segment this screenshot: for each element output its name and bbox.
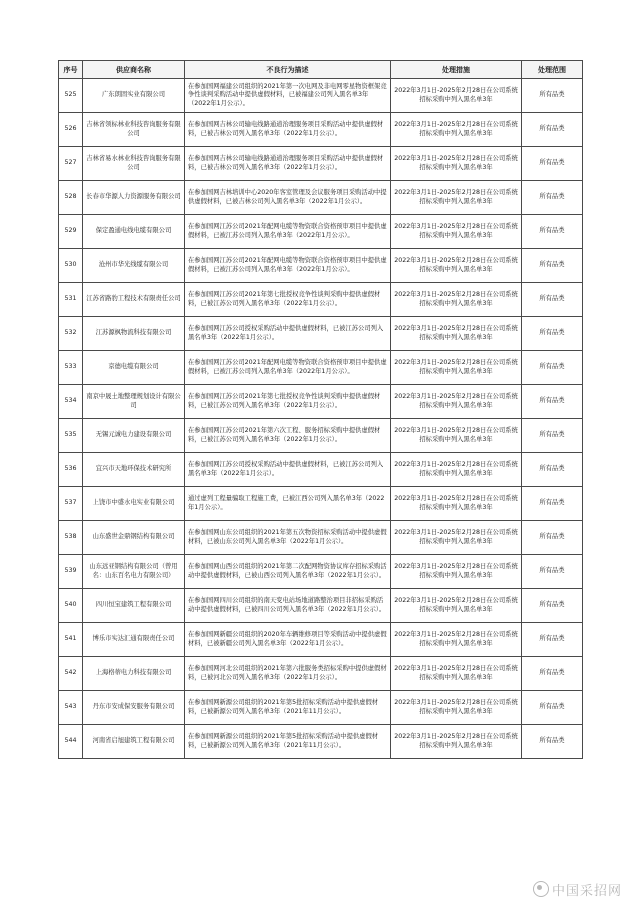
row-scope: 所有品类 — [522, 351, 583, 385]
row-serial-number: 540 — [59, 589, 83, 623]
table-row — [59, 147, 583, 181]
row-supplier-name: 山东远亚钢结构有限公司（曾用名：山东百名电力有限公司） — [83, 555, 185, 589]
row-misconduct-description: 在参加国网新源公司组织的2021年第5批招标采购活动中提供虚假材料，已被新源公司列入黑名单3年（2021年11月公示）。 — [185, 725, 391, 759]
table-row — [59, 215, 583, 249]
table-row — [59, 113, 583, 147]
row-scope: 所有品类 — [522, 725, 583, 759]
row-serial-number: 534 — [59, 385, 83, 419]
row-serial-number: 536 — [59, 453, 83, 487]
table-row — [59, 453, 583, 487]
row-serial-number: 539 — [59, 555, 83, 589]
row-supplier-name: 广东朗固实业有限公司 — [83, 79, 185, 113]
table-row — [59, 657, 583, 691]
row-measures: 2022年3月1日-2025年2月28日在公司系统招标采购中列入黑名单3年 — [391, 555, 522, 589]
table-body — [59, 79, 583, 759]
row-misconduct-description: 在参加国网吉林公司输电线路通道治理服务项目采购活动中提供虚假材料，已被吉林公司列入黑名单3年（2022年1月公示）。 — [185, 147, 391, 181]
row-measures: 2022年3月1日-2025年2月28日在公司系统招标采购中列入黑名单3年 — [391, 691, 522, 725]
row-scope: 所有品类 — [522, 487, 583, 521]
row-serial-number: 543 — [59, 691, 83, 725]
row-misconduct-description: 在参加国网江苏公司2021年配网电缆等物资联合资格预审项目中提供虚假材料，已被江苏公司列入黑名单3年（2022年1月公示）。 — [185, 215, 391, 249]
row-misconduct-description: 在参加国网江苏公司授权采购活动中提供虚假材料，已被江苏公司列入黑名单3年（2022年1月公示）。 — [185, 453, 391, 487]
row-measures: 2022年3月1日-2025年2月28日在公司系统招标采购中列入黑名单3年 — [391, 657, 522, 691]
row-measures: 2022年3月1日-2025年2月28日在公司系统招标采购中列入黑名单3年 — [391, 453, 522, 487]
row-scope: 所有品类 — [522, 453, 583, 487]
row-misconduct-description: 在参加国网山西公司组织的2021年第二次配网物资协议库存招标采购活动中提供虚假材料，已被山西公司列入黑名单3年（2022年1月公示）。 — [185, 555, 391, 589]
row-serial-number: 528 — [59, 181, 83, 215]
table-row — [59, 691, 583, 725]
watermark — [533, 880, 622, 899]
header-misconduct-description: 不良行为描述 — [185, 61, 391, 79]
header-serial-number: 序号 — [59, 61, 83, 79]
blacklist-table — [58, 60, 583, 759]
row-serial-number: 527 — [59, 147, 83, 181]
table-row — [59, 487, 583, 521]
row-supplier-name: 长春市华源人力资源服务有限公司 — [83, 181, 185, 215]
row-serial-number: 535 — [59, 419, 83, 453]
row-misconduct-description: 在参加国网江苏公司2021年第六次工程、服务招标采购中提供虚假材料，已被江苏公司列入黑名单3年（2022年1月公示）。 — [185, 419, 391, 453]
row-scope: 所有品类 — [522, 521, 583, 555]
row-scope: 所有品类 — [522, 249, 583, 283]
row-measures: 2022年3月1日-2025年2月28日在公司系统招标采购中列入黑名单3年 — [391, 351, 522, 385]
row-serial-number: 537 — [59, 487, 83, 521]
row-misconduct-description: 在参加国网江苏公司2021年第七批授权竞争性谈判采购中提供虚假材料，已被江苏公司列入黑名单3年（2022年1月公示）。 — [185, 385, 391, 419]
row-measures: 2022年3月1日-2025年2月28日在公司系统招标采购中列入黑名单3年 — [391, 283, 522, 317]
row-serial-number: 541 — [59, 623, 83, 657]
row-supplier-name: 无锡元诚电力建设有限公司 — [83, 419, 185, 453]
table-row — [59, 317, 583, 351]
table-row — [59, 555, 583, 589]
row-measures: 2022年3月1日-2025年2月28日在公司系统招标采购中列入黑名单3年 — [391, 147, 522, 181]
row-scope: 所有品类 — [522, 555, 583, 589]
row-scope: 所有品类 — [522, 691, 583, 725]
table-row — [59, 419, 583, 453]
row-scope: 所有品类 — [522, 317, 583, 351]
row-supplier-name: 河南省启旭建筑工程有限公司 — [83, 725, 185, 759]
row-misconduct-description: 在参加国网吉林培训中心2020年客室管理及会议服务项目采购活动中提供虚假材料，已被吉林公司列入黑名单3年（2022年1月公示）。 — [185, 181, 391, 215]
row-supplier-name: 博乐市实达汇通有限责任公司 — [83, 623, 185, 657]
row-measures: 2022年3月1日-2025年2月28日在公司系统招标采购中列入黑名单3年 — [391, 181, 522, 215]
row-misconduct-description: 通过虚列工程量骗取工程施工费，已被江西公司列入黑名单3年（2022年1月公示）。 — [185, 487, 391, 521]
row-measures: 2022年3月1日-2025年2月28日在公司系统招标采购中列入黑名单3年 — [391, 623, 522, 657]
row-scope: 所有品类 — [522, 113, 583, 147]
row-misconduct-description: 在参加国网四川公司组织的南天变电站场地道路整治项目非招标采购活动中提供虚假材料，已被四川公司列入黑名单3年（2022年1月公示）。 — [185, 589, 391, 623]
row-supplier-name: 保定盈通电线电缆有限公司 — [83, 215, 185, 249]
header-measures: 处理措施 — [391, 61, 522, 79]
table-row — [59, 79, 583, 113]
row-supplier-name: 山东盛世金鼎钢结构有限公司 — [83, 521, 185, 555]
row-supplier-name: 南京中晟土地整理规划设计有限公司 — [83, 385, 185, 419]
row-misconduct-description: 在参加国网江苏公司授权采购活动中提供虚假材料，已被江苏公司列入黑名单3年（2022年1月公示）。 — [185, 317, 391, 351]
row-serial-number: 525 — [59, 79, 83, 113]
row-supplier-name: 吉林省领标林业科技咨询服务有限公司 — [83, 113, 185, 147]
row-scope: 所有品类 — [522, 147, 583, 181]
row-scope: 所有品类 — [522, 181, 583, 215]
row-measures: 2022年3月1日-2025年2月28日在公司系统招标采购中列入黑名单3年 — [391, 317, 522, 351]
row-supplier-name: 上饶市中盛水电实业有限公司 — [83, 487, 185, 521]
row-supplier-name: 沧州市华光线缆有限公司 — [83, 249, 185, 283]
row-supplier-name: 宜兴市天地环保技术研究所 — [83, 453, 185, 487]
row-measures: 2022年3月1日-2025年2月28日在公司系统招标采购中列入黑名单3年 — [391, 487, 522, 521]
row-misconduct-description: 在参加国网福建公司组织的2021年第一次电网及非电网零星物资框架竞争性谈判采购活动中提供虚假材料，已被福建公司列入黑名单3年（2022年1月公示）。 — [185, 79, 391, 113]
row-scope: 所有品类 — [522, 283, 583, 317]
row-misconduct-description: 在参加国网新疆公司组织的2020年车辆维修项目等采购活动中提供虚假材料，已被新疆公司列入黑名单3年（2022年1月公示）。 — [185, 623, 391, 657]
row-misconduct-description: 在参加国网江苏公司2021年配网电缆等物资联合资格预审项目中提供虚假材料，已被江苏公司列入黑名单3年（2022年1月公示）。 — [185, 351, 391, 385]
row-misconduct-description: 在参加国网河北公司组织的2021年第六批服务类招标采购中提供虚假材料，已被河北公司列入黑名单3年（2022年1月公示）。 — [185, 657, 391, 691]
row-measures: 2022年3月1日-2025年2月28日在公司系统招标采购中列入黑名单3年 — [391, 419, 522, 453]
header-row — [59, 61, 583, 79]
row-serial-number: 531 — [59, 283, 83, 317]
row-scope: 所有品类 — [522, 215, 583, 249]
row-supplier-name: 四川恒宝建筑工程有限公司 — [83, 589, 185, 623]
table-row — [59, 249, 583, 283]
row-measures: 2022年3月1日-2025年2月28日在公司系统招标采购中列入黑名单3年 — [391, 215, 522, 249]
row-serial-number: 538 — [59, 521, 83, 555]
table-row — [59, 589, 583, 623]
row-supplier-name: 丹东市安成保安服务有限公司 — [83, 691, 185, 725]
row-misconduct-description: 在参加国网新源公司组织的2021年第5批招标采购活动中提供虚假材料，已被新源公司列入黑名单3年（2021年11月公示）。 — [185, 691, 391, 725]
row-misconduct-description: 在参加国网山东公司组织的2021年第五次物资招标采购活动中提供虚假材料，已被山东公司列入黑名单3年（2022年1月公示）。 — [185, 521, 391, 555]
row-supplier-name: 江苏源枫物流科技有限公司 — [83, 317, 185, 351]
table-header — [59, 61, 583, 79]
row-measures: 2022年3月1日-2025年2月28日在公司系统招标采购中列入黑名单3年 — [391, 249, 522, 283]
row-misconduct-description: 在参加国网江苏公司2021年第七批授权竞争性谈判采购中提供虚假材料，已被江苏公司列入黑名单3年（2022年1月公示）。 — [185, 283, 391, 317]
table-row — [59, 521, 583, 555]
row-measures: 2022年3月1日-2025年2月28日在公司系统招标采购中列入黑名单3年 — [391, 113, 522, 147]
row-supplier-name: 京德电缆有限公司 — [83, 351, 185, 385]
row-measures: 2022年3月1日-2025年2月28日在公司系统招标采购中列入黑名单3年 — [391, 79, 522, 113]
row-misconduct-description: 在参加国网江苏公司2021年配网电缆等物资联合资格预审项目中提供虚假材料，已被江苏公司列入黑名单3年（2022年1月公示）。 — [185, 249, 391, 283]
header-supplier-name: 供应商名称 — [83, 61, 185, 79]
header-scope: 处理范围 — [522, 61, 583, 79]
row-scope: 所有品类 — [522, 589, 583, 623]
table-row — [59, 181, 583, 215]
row-supplier-name: 上海格蒂电力科技有限公司 — [83, 657, 185, 691]
row-scope: 所有品类 — [522, 623, 583, 657]
row-scope: 所有品类 — [522, 419, 583, 453]
row-serial-number: 529 — [59, 215, 83, 249]
row-misconduct-description: 在参加国网吉林公司输电线路通道治理服务项目采购活动中提供虚假材料，已被吉林公司列入黑名单3年（2022年1月公示）。 — [185, 113, 391, 147]
table-row — [59, 725, 583, 759]
row-scope: 所有品类 — [522, 657, 583, 691]
row-measures: 2022年3月1日-2025年2月28日在公司系统招标采购中列入黑名单3年 — [391, 725, 522, 759]
row-serial-number: 542 — [59, 657, 83, 691]
row-measures: 2022年3月1日-2025年2月28日在公司系统招标采购中列入黑名单3年 — [391, 589, 522, 623]
table-row — [59, 385, 583, 419]
table-row — [59, 623, 583, 657]
watermark-logo-icon — [533, 881, 549, 897]
row-serial-number: 533 — [59, 351, 83, 385]
row-serial-number: 530 — [59, 249, 83, 283]
table-row — [59, 351, 583, 385]
watermark-text: 中国采招网 — [551, 884, 622, 899]
row-supplier-name: 吉林省易水林业科技咨询服务有限公司 — [83, 147, 185, 181]
row-serial-number: 526 — [59, 113, 83, 147]
row-measures: 2022年3月1日-2025年2月28日在公司系统招标采购中列入黑名单3年 — [391, 521, 522, 555]
row-measures: 2022年3月1日-2025年2月28日在公司系统招标采购中列入黑名单3年 — [391, 385, 522, 419]
row-serial-number: 532 — [59, 317, 83, 351]
row-scope: 所有品类 — [522, 385, 583, 419]
row-scope: 所有品类 — [522, 79, 583, 113]
row-serial-number: 544 — [59, 725, 83, 759]
row-supplier-name: 江苏省路豹工程技术有限责任公司 — [83, 283, 185, 317]
table-row — [59, 283, 583, 317]
